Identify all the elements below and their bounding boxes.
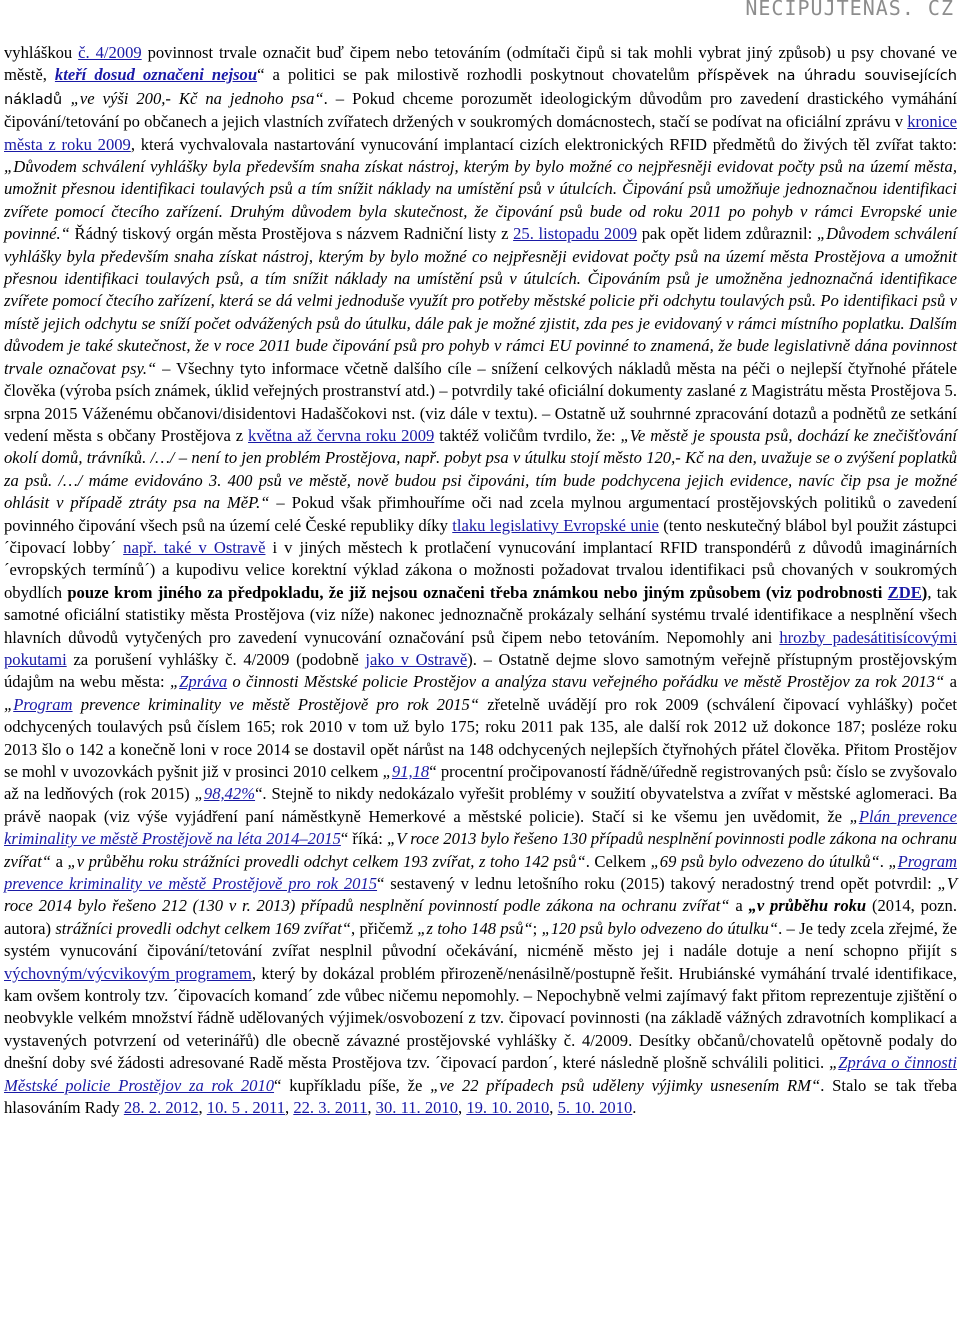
article-text-run: vyhláškou xyxy=(4,43,79,62)
article-text-run: . xyxy=(879,851,889,871)
article-link[interactable]: 5. 10. 2010 xyxy=(557,1098,633,1118)
article-link[interactable]: ZDE xyxy=(887,582,922,602)
article-text-run: . Stalo se tak třeba hlasováním Rady xyxy=(4,1075,957,1118)
article-text-run: a xyxy=(944,672,958,692)
article-link[interactable]: 30. 11. 2010 xyxy=(375,1098,459,1118)
article-text-run: – Pokud však přimhouříme oči nad zcela mylnou argumentací prostějovských politiků o zavedení povinného čipování všech psů na území celé České republiky díky xyxy=(4,493,957,535)
article-link[interactable]: Zpráva o činnosti Městské policie Prostějov za rok 2010 xyxy=(4,1053,957,1095)
article-text-run: ; xyxy=(532,918,542,938)
article-text-run: Řádný tiskový orgán města Prostějova s názvem Radniční listy z xyxy=(69,224,514,244)
article-text-run: , xyxy=(549,1098,558,1118)
article-text-run: . – Pokud chceme porozumět ideologickým důvodům pro zavedení drastického vymáhání čipování/tetování po občanech a jejich vlastních zvířatech držených v soukromých domácnostech, stačí se podívat na oficiální zprávu v xyxy=(4,88,957,132)
article-text-run: příspěvek na úhradu souvisejících nákladů xyxy=(4,67,957,108)
article-text-run: „ xyxy=(4,694,14,714)
article-text-run: „z toho 148 psů“ xyxy=(417,918,533,938)
article-paragraph xyxy=(4,42,957,1120)
article-text-run: , xyxy=(367,1098,376,1118)
article-link[interactable]: 98,42% xyxy=(203,784,256,804)
article-text-run: , která vychvalovala nastartování vynucování implantací cizích elektronických RFID předmětů do živých těl zvířat takto: xyxy=(130,134,957,154)
article-link[interactable]: 28. 2. 2012 xyxy=(123,1098,199,1118)
article-text-run: „ xyxy=(849,806,859,826)
article-link[interactable]: č. 4/2009 xyxy=(78,43,142,62)
article-link[interactable]: hrozby padesátitisícovými pokutami xyxy=(4,627,957,669)
article-text-run: . xyxy=(632,1098,637,1118)
article-text-run: „ xyxy=(194,784,204,804)
article-text-run: prevence kriminality ve městě Prostějově pro rok 2015“ xyxy=(72,694,480,714)
article-text-run: . – Je tedy zcela zřejmé, že systém vynucování čipování/tetování zvířat nesplnil původní očekávání, nicméně město jej i nadále dotuje a není schopno přijít s xyxy=(4,918,957,961)
article-text-run: „Důvodem schválení vyhlášky byla především snaha získat nástroj, kterým by bylo možné co nejpřesněji evidovat počty psů na území města, umožnit přesnou identifikaci toulavých psů a tím snížit náklady na umístění psů v útulcích. Čipování psů umožňuje jednoznačnou identifikaci zvířete pomocí čtecího zařízení. Druhým důvodem byla skutečnost, že čipování psů bude od roku 2011 po pohyb v rámci Evropské unie povinné.“ xyxy=(4,157,957,244)
article-text-run: , xyxy=(198,1098,207,1118)
article-link[interactable]: května až června roku 2009 xyxy=(248,425,435,445)
article-text-run: „V roce 2013 bylo řešeno 130 případů nesplnění povinnosti podle zákona na ochranu zvířat“ xyxy=(4,829,957,871)
article-text-run: , xyxy=(285,1098,294,1118)
article-text-run: „69 psů bylo odvezeno do útulků“ xyxy=(650,851,880,871)
article-text-run: i v jiných městech k protlačení vynucování implantací RFID transpondérů z důvodů imaginárních ´evropských termínů´) a kupodivu velice korektní výklad zákona o možnosti požadovat trvalou identifikaci psů chovaných v soukromých obydlích xyxy=(4,537,958,602)
article-text-run: „V roce 2014 bylo řešeno 212 (130 v r. 2013) případů nesplnění povinností podle zákona na ochranu zvířat“ xyxy=(4,874,957,916)
article-text-run: “ sestavený v lednu letošního roku (2015) takový neradostný trend opět potvrdil: xyxy=(377,874,938,894)
article-text-run: „v průběhu roku strážníci provedli odchyt celkem 193 zvířat, z toho 142 psů“ xyxy=(67,851,586,871)
article-text-run: “ procentní pročipovaností řádně/úředně registrovaných psů: číslo se zvyšovalo až na ledňových (rok 2015) xyxy=(4,762,957,804)
article-link[interactable]: výchovným/výcvikovým programem xyxy=(4,963,252,983)
article-text-run: „Důvodem schválení vyhlášky byla především snaha získat nástroj, kterým by bylo možné co nejpřesněji evidovat počty psů na území města Prostějova a umožnit přesnou identifikaci toulavých psů, a tím snížit náklady na umístění psů v útulcích. Čipováním psů je umožněna jednoznačná identifikace zvířete pomocí čtecího zařízení, která se dá velmi jednoduše využít pro potřeby městské policie při odchytu toulavých psů. Po identifikaci psů v místě jejich odchytu se sníží počet odvážených psů do útulku, dále pak je možné zjistit, zda pes je evidovaný v rámci místního poplatku. Dalším důvodem je také skutečnost, že v roce 2011 bude čipování psů pro pohyb v rámci EU povinné to znamená, že bude legislativně dána povinnost trvale označovat psy.“ xyxy=(4,224,957,378)
article-text-run: „ xyxy=(382,762,392,781)
article-text-run: a xyxy=(51,851,68,871)
article-text-run: “. Stejně to nikdy nedokázalo vyřešit problémy v soužití obyvatelstva a zvířat v městské aglomeraci. Ba právě naopak (viz výše vyjádření paní náměstkyně Hemerkové a městské policie). Stačí si ke všemu jen uvědomit, že xyxy=(4,784,957,826)
article-link[interactable]: Program xyxy=(13,694,73,714)
article-link[interactable]: Zpráva xyxy=(179,672,228,692)
article-text-run: „ve 22 případech psů uděleny výjimky usnesením RM“ xyxy=(430,1075,821,1095)
article-link[interactable]: Program prevence kriminality ve městě Prostějově pro rok 2015 xyxy=(4,851,957,894)
article-link[interactable]: 19. 10. 2010 xyxy=(466,1098,550,1118)
article-text-run: ). – Ostatně dejme slovo samotným veřejně přístupným prostějovským údajům na webu města: xyxy=(4,649,957,692)
article-link[interactable]: Plán prevence kriminality ve městě Prostějově na léta 2014–2015 xyxy=(4,806,958,849)
article-text-run: , xyxy=(458,1098,467,1118)
article-text-run: ) xyxy=(921,582,928,602)
article-link[interactable]: 25. listopadu 2009 xyxy=(513,224,638,244)
article-text-run: o činnosti Městské policie Prostějov a analýza stavu veřejného pořádku ve městě Prostějov za rok 2013“ xyxy=(227,672,945,692)
article-text-run: “ kupříkladu píše, že xyxy=(274,1075,431,1095)
article-text-run: taktéž voličům tvrdilo, že: xyxy=(434,425,621,445)
article-text-run: (tento neskutečný blábol byl použit zástupci ´čipovací lobby´ xyxy=(4,515,957,557)
article-text-run: a xyxy=(729,896,749,916)
article-link[interactable]: 10. 5 . 2011 xyxy=(206,1098,286,1118)
article-link[interactable]: kteří dosud označeni nejsou xyxy=(54,65,258,85)
article-text-run: „Ve městě je spousta psů, dochází ke znečišťování okolí domů, trávníků. /…/ – není to jen problém Prostějova, např. pobyt psa v útulku stojí město 120,- Kč na den, uvažuje se o zvýšení poplatků za psů. /…/ máme evidováno 3. 400 psů ve městě, nově budou psi čipováni, tím bude podchycena jejich evidence, navíc čip psa je možné ohlásit v případě ztráty psa na MěP.“ xyxy=(4,425,957,513)
article-text-run: “ a politici se pak milostivě rozhodli poskytnout chovatelům xyxy=(257,65,698,85)
article-link[interactable]: jako v Ostravě xyxy=(365,649,468,669)
article-link[interactable]: tlaku legislativy Evropské unie xyxy=(452,515,659,535)
article-link[interactable]: kronice města z roku 2009 xyxy=(4,112,957,154)
article-text-run: pak opět lidem zdůraznil: xyxy=(637,224,817,244)
article-text-run: – Všechny tyto informace včetně dalšího cíle – snížení celkových nákladů města na péči o nejlepší čtyřnohé přátele člověka (výroba psích známek, úklid veřejných prostranství atd.) – potvrdily také oficiální dokumenty zaslané z Magistrátu města Prostějova 5. srpna 2015 Váženému občanovi/disidentovi Hadaščokovi nst. (viz dále v textu). – Ostatně už souhrnné zpracování dotazů a podnětů ze setkání vedení města s občany Prostějova z xyxy=(4,358,957,445)
article-text-run: (2014, pozn. autora) xyxy=(4,896,957,938)
article-text-run: „v průběhu roku xyxy=(748,896,867,916)
article-text-run: , přičemž xyxy=(351,918,418,938)
article-text-run: pouze krom jiného za předpokladu, že již nejsou označeni třeba známkou nebo jiným způsobem (viz podrobnosti xyxy=(67,582,888,602)
article-link[interactable]: např. také v Ostravě xyxy=(123,537,266,557)
article-text-run: zřetelně uvádějí pro rok 2009 (schválení čipovací vyhlášky) počet odchycených toulavých psů číslem 165; rok 2010 v tom už bylo 175; roku 2011 pak 135, ale další rok 2012 už dokonce 187; posléze roku 2013 šlo o 142 a konečně loni v roce 2014 se dostavil opět nárůst na 148 odchycených nejlepších čtyřnohých přátel člověka. Přitom Prostějov se mohl v uvozovkách pyšnit již v prosinci 2010 celkem xyxy=(4,694,957,781)
article-text-run: „ xyxy=(169,672,180,692)
article-text-run: , tak samotné oficiální statistiky města Prostějova (viz níže) nakonec jednoznačně prokázaly selhání systému trvalé identifikace a nesplnění všech hlavních důvodů vytyčených pro zavedení vynucování označování psů čipem nebo tetováním. Nepomohly ani xyxy=(4,582,957,647)
article-text-run: “ říká: xyxy=(340,829,387,849)
article-text-run: povinnost trvale označit buď čipem nebo tetováním (odmítači čipů si tak mohli vybrat jiný způsob) u psy chované ve městě, xyxy=(4,43,957,85)
article-text-run: „ xyxy=(888,851,898,871)
article-text-run: strážníci provedli odchyt celkem 169 zvířat“ xyxy=(55,918,352,938)
article-link[interactable]: 22. 3. 2011 xyxy=(293,1098,368,1118)
article-text-run: „ve výši 200,- Kč na jednoho psa“ xyxy=(70,88,324,108)
article-text-run: „120 psů bylo odvezeno do útulku“ xyxy=(541,918,779,938)
article-text-run: , který by dokázal problém přirozeně/nenásilně/postupně řešit. Hrubiánské vymáhání trvalé identifikace, kam ovšem kontroly tzv. ´čipovacích komand´ zde vůbec ničemu nepomohly. – Nepochybně velmi zajímavý fakt přitom reprezentuje zjištění o neobvykle velkém množství řádně udělovaných výjimek/osvobození z tzv. čipovací povinnosti (na základě vážných zdravotních komplikací a vystavených potvrzení od veterinářů) dle obecně závazné prostějovské vyhlášky č. 4/2009. Desítky občanů/chovatelů opětovně podaly do dnešní doby své žádosti adresované Radě města Prostějova tzv. ´čipovací pardon´, které následně plošně schválili politici. xyxy=(4,963,957,1073)
site-title: NECIPUJTENAS. CZ xyxy=(745,0,954,20)
article-text-run: „ xyxy=(829,1053,839,1073)
article-link[interactable]: 91,18 xyxy=(391,762,430,781)
article-text-run: . Celkem xyxy=(585,851,651,871)
article-text-run: za porušení vyhlášky č. 4/2009 (podobně xyxy=(66,649,366,669)
article-body xyxy=(4,42,957,1120)
